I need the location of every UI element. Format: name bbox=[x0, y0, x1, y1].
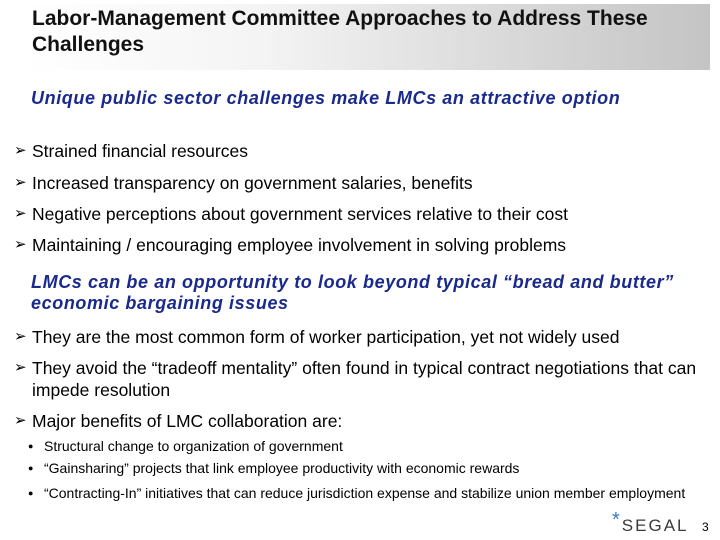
dot-bullet-icon: ● bbox=[28, 441, 34, 451]
bullet-item: ➢ They avoid the “tradeoff mentality” often found in typical contract negotiations that can impede resolution bbox=[14, 358, 697, 400]
section-heading-opportunity: LMCs can be an opportunity to look beyond typical “bread and butter” economic bargaining issues bbox=[31, 272, 674, 313]
arrow-bullet-icon: ➢ bbox=[14, 174, 27, 191]
arrow-bullet-icon: ➢ bbox=[14, 328, 27, 345]
bullet-item: ➢ They are the most common form of worker participation, yet not widely used bbox=[14, 327, 620, 347]
bullet-item: ➢ Strained financial resources bbox=[14, 141, 248, 161]
segal-logo bbox=[612, 509, 689, 536]
dot-bullet-icon: ● bbox=[28, 463, 34, 473]
page-number: 3 bbox=[702, 520, 709, 534]
section-heading-challenges: Unique public sector challenges make LMCs an attractive option bbox=[31, 88, 621, 108]
bullet-item: ➢ Maintaining / encouraging employee involvement in solving problems bbox=[14, 235, 567, 255]
sub-bullet-item: ● “Contracting-In” initiatives that can reduce jurisdiction expense and stabilize union member employment bbox=[28, 485, 686, 501]
sub-bullet-item: ● Structural change to organization of government bbox=[28, 438, 343, 454]
bullet-item: ➢ Increased transparency on government salaries, benefits bbox=[14, 173, 473, 193]
sub-bullet-item: ● “Gainsharing” projects that link employee productivity with economic rewards bbox=[28, 460, 520, 476]
arrow-bullet-icon: ➢ bbox=[14, 205, 27, 222]
arrow-bullet-icon: ➢ bbox=[14, 359, 27, 376]
bullet-item: ➢ Major benefits of LMC collaboration are: bbox=[14, 411, 343, 431]
slide-title: Labor-Management Committee Approaches to Address These Challenges bbox=[32, 7, 648, 56]
arrow-bullet-icon: ➢ bbox=[14, 412, 27, 429]
dot-bullet-icon: ● bbox=[28, 488, 34, 498]
asterisk-logo-icon: * bbox=[612, 509, 620, 531]
arrow-bullet-icon: ➢ bbox=[14, 142, 27, 159]
logo-text: SEGAL bbox=[621, 516, 689, 535]
bullet-item: ➢ Negative perceptions about government services relative to their cost bbox=[14, 204, 568, 224]
arrow-bullet-icon: ➢ bbox=[14, 236, 27, 253]
